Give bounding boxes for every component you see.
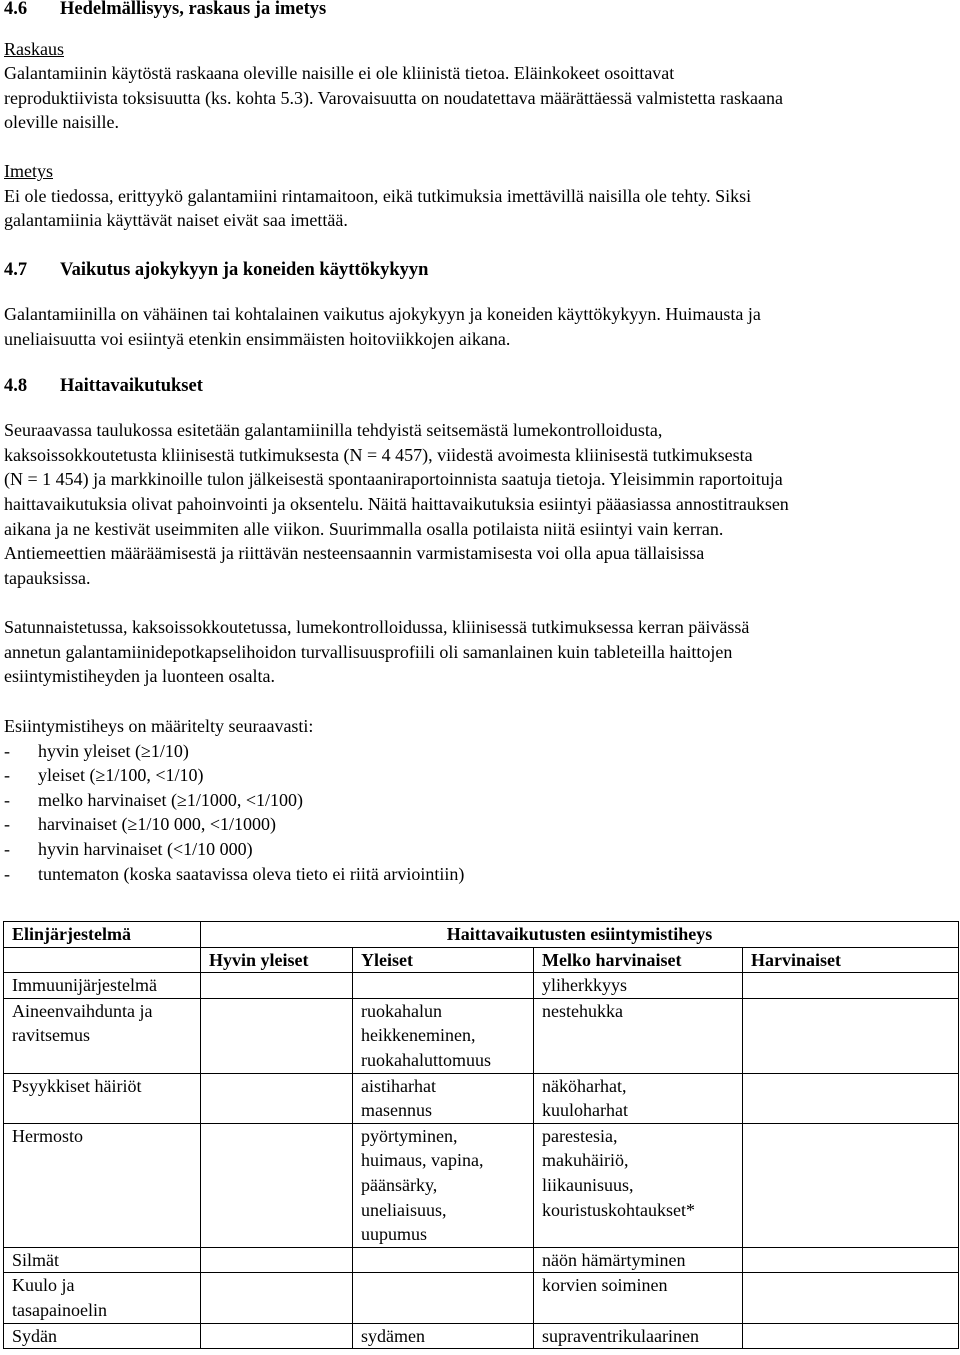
table-header-row — [4, 922, 959, 948]
section-title: Vaikutus ajokykyyn ja koneiden käyttökykyyn — [60, 259, 429, 280]
document-page — [4, 0, 954, 886]
organ-class-cell — [4, 1123, 201, 1247]
cell-line: masennus — [361, 1100, 432, 1121]
rare-cell — [743, 1323, 959, 1349]
dash: - — [4, 765, 10, 786]
common-cell — [353, 973, 534, 999]
very-common-cell — [201, 1323, 353, 1349]
column-header-very-common: Hyvin yleiset — [201, 947, 353, 973]
organ-class-header: Elinjärjestelmä — [4, 922, 201, 948]
paragraph-line: (N = 1 454) ja markkinoille tulon jälkeisestä spontaaniraportoinnista saatuja tietoja. Yleisimmin raportoituja — [4, 469, 783, 490]
common-cell — [353, 998, 534, 1073]
column-header-uncommon: Melko harvinaiset — [534, 947, 743, 973]
cell-line: Sydän — [12, 1325, 57, 1346]
paragraph-line: galantamiinia käyttävät naiset eivät saa imettää. — [4, 210, 348, 231]
rare-cell — [743, 1247, 959, 1273]
cell-line: tasapainoelin — [12, 1299, 107, 1320]
section-number: 4.6 — [4, 0, 28, 19]
cell-line: liikaunisuus, — [542, 1174, 634, 1195]
table-row — [4, 1247, 959, 1273]
cell-line: yliherkkyys — [542, 975, 627, 996]
cell-line: supraventrikulaarinen — [542, 1325, 699, 1346]
uncommon-cell — [534, 1273, 743, 1323]
uncommon-cell — [534, 1323, 743, 1349]
table-cell — [4, 947, 201, 973]
rare-cell — [743, 973, 959, 999]
very-common-cell — [201, 1273, 353, 1323]
paragraph-line: kaksoissokkoutetusta kliinisestä tutkimuksesta (N = 4 457), viidestä avoimesta kliinisestä tutkimuksesta — [4, 444, 753, 465]
paragraph-line: annetun galantamiinidepotkapselihoidon turvallisuusprofiili oli samanlainen kuin tableteilla haittojen — [4, 641, 733, 662]
table-row — [4, 1273, 959, 1323]
paragraph-line: Ei ole tiedossa, erittyykö galantamiini rintamaitoon, eikä tutkimuksia imettävillä naisilla ole tehty. Siksi — [4, 185, 752, 206]
paragraph-line: Galantamiinilla on vähäinen tai kohtalainen vaikutus ajokykyyn ja koneiden käyttökykyyn. Huimausta ja — [4, 304, 761, 325]
table-row — [4, 1073, 959, 1123]
frequency-header: Haittavaikutusten esiintymistiheys — [201, 922, 959, 948]
frequency-intro: Esiintymistiheys on määritelty seuraavasti: — [4, 716, 314, 737]
section-heading-4-7 — [4, 258, 954, 283]
table-row — [4, 973, 959, 999]
table-row — [4, 1323, 959, 1349]
list-item-text: harvinaiset (≥1/10 000, <1/1000) — [38, 814, 276, 835]
list-item — [4, 837, 954, 862]
paragraph-line: Satunnaistetussa, kaksoissokkoutetussa, lumekontrolloidussa, kliinisessä tutkimuksessa kerran päivässä — [4, 617, 750, 638]
list-item-text: yleiset (≥1/100, <1/10) — [38, 765, 204, 786]
section-heading-4-8 — [4, 374, 954, 399]
dash: - — [4, 814, 10, 835]
cell-line: korvien soiminen — [542, 1275, 668, 1296]
cell-line: uupumus — [361, 1224, 428, 1245]
cell-line: Silmät — [12, 1249, 60, 1270]
cell-line: Hermosto — [12, 1125, 83, 1146]
cell-line: kuuloharhat — [542, 1100, 628, 1121]
cell-line: kouristuskohtaukset* — [542, 1199, 695, 1220]
cell-line: aistiharhat — [361, 1075, 436, 1096]
rare-cell — [743, 1073, 959, 1123]
list-item-text: melko harvinaiset (≥1/1000, <1/100) — [38, 789, 303, 810]
paragraph-line: esiintymistiheyden ja luonteen osalta. — [4, 666, 275, 687]
organ-class-cell — [4, 1247, 201, 1273]
uncommon-cell — [534, 973, 743, 999]
organ-class-cell — [4, 998, 201, 1073]
list-item — [4, 739, 954, 764]
uncommon-cell — [534, 1247, 743, 1273]
cell-line: huimaus, vapina, — [361, 1150, 484, 1171]
cell-line: Aineenvaihdunta ja — [12, 1000, 153, 1021]
subheading-imetys: Imetys — [4, 160, 53, 181]
cell-line: uneliaisuus, — [361, 1199, 447, 1220]
frequency-list — [4, 739, 954, 887]
cell-line: makuhäiriö, — [542, 1150, 629, 1171]
section-title: Hedelmällisyys, raskaus ja imetys — [60, 0, 327, 19]
list-item-text: hyvin yleiset (≥1/10) — [38, 740, 189, 761]
very-common-cell — [201, 973, 353, 999]
paragraph-depot-capsule — [4, 615, 954, 689]
list-item — [4, 862, 954, 887]
uncommon-cell — [534, 998, 743, 1073]
section-number: 4.7 — [4, 259, 28, 280]
common-cell — [353, 1123, 534, 1247]
list-item — [4, 812, 954, 837]
column-header-rare: Harvinaiset — [743, 947, 959, 973]
cell-line: Kuulo ja — [12, 1275, 75, 1296]
section-number: 4.8 — [4, 375, 28, 396]
cell-line: Immuunijärjestelmä — [12, 975, 157, 996]
subheading-raskaus: Raskaus — [4, 38, 64, 59]
organ-class-cell — [4, 1273, 201, 1323]
table-row — [4, 998, 959, 1073]
organ-class-cell — [4, 973, 201, 999]
list-item-text: tuntematon (koska saatavissa oleva tieto ei riitä arviointiin) — [38, 863, 465, 884]
section-heading-4-6 — [4, 0, 954, 22]
dash: - — [4, 740, 10, 761]
paragraph-line: oleville naisille. — [4, 112, 119, 133]
uncommon-cell — [534, 1123, 743, 1247]
cell-line: heikkeneminen, — [361, 1025, 476, 1046]
very-common-cell — [201, 1247, 353, 1273]
common-cell — [353, 1323, 534, 1349]
very-common-cell — [201, 998, 353, 1073]
very-common-cell — [201, 1123, 353, 1247]
list-item-text: hyvin harvinaiset (<1/10 000) — [38, 839, 253, 860]
table-subheader-row — [4, 947, 959, 973]
paragraph-line: Antiemeettien määräämisestä ja riittävän nesteensaannin varmistamisesta voi olla apua tällaisissa — [4, 543, 705, 564]
paragraph-adverse-intro — [4, 418, 954, 590]
paragraph-line: uneliaisuutta voi esiintyä etenkin ensimmäisten hoitoviikkojen aikana. — [4, 328, 511, 349]
paragraph-line: aikana ja ne kestivät useimmiten alle viikon. Suurimmalla osalla potilaista niitä esiintyi vain kerran. — [4, 518, 724, 539]
cell-line: pyörtyminen, — [361, 1125, 458, 1146]
common-cell — [353, 1073, 534, 1123]
table-row — [4, 1123, 959, 1247]
dash: - — [4, 839, 10, 860]
column-header-common: Yleiset — [353, 947, 534, 973]
cell-line: parestesia, — [542, 1125, 618, 1146]
uncommon-cell — [534, 1073, 743, 1123]
rare-cell — [743, 1123, 959, 1247]
cell-line: sydämen — [361, 1325, 425, 1346]
cell-line: nestehukka — [542, 1000, 623, 1021]
paragraph-line: haittavaikutuksia olivat pahoinvointi ja oksentelu. Näitä haittavaikutuksia esiintyi pääasiassa annostitrauksen — [4, 493, 789, 514]
paragraph-line: Seuraavassa taulukossa esitetään galantamiinilla tehdyistä seitsemästä lumekontrolloidusta, — [4, 420, 663, 441]
cell-line: päänsärky, — [361, 1174, 438, 1195]
very-common-cell — [201, 1073, 353, 1123]
cell-line: näön hämärtyminen — [542, 1249, 686, 1270]
section-title: Haittavaikutukset — [60, 375, 203, 396]
paragraph-line: Galantamiinin käytöstä raskaana oleville naisille ei ole kliinistä tietoa. Eläinkokeet osoittavat — [4, 63, 675, 84]
common-cell — [353, 1273, 534, 1323]
organ-class-cell — [4, 1323, 201, 1349]
paragraph-line: reproduktiivista toksisuutta (ks. kohta 5.3). Varovaisuutta on noudatettava määrättäessä valmistetta raskaana — [4, 87, 783, 108]
cell-line: ravitsemus — [12, 1025, 90, 1046]
cell-line: ruokahaluttomuus — [361, 1049, 491, 1070]
rare-cell — [743, 1273, 959, 1323]
organ-class-cell — [4, 1073, 201, 1123]
dash: - — [4, 863, 10, 884]
cell-line: näköharhat, — [542, 1075, 627, 1096]
rare-cell — [743, 998, 959, 1073]
cell-line: ruokahalun — [361, 1000, 442, 1021]
list-item — [4, 788, 954, 813]
cell-line: Psyykkiset häiriöt — [12, 1075, 142, 1096]
paragraph-line: tapauksissa. — [4, 567, 91, 588]
common-cell — [353, 1247, 534, 1273]
list-item — [4, 763, 954, 788]
adverse-reactions-table — [3, 921, 959, 1349]
dash: - — [4, 789, 10, 810]
